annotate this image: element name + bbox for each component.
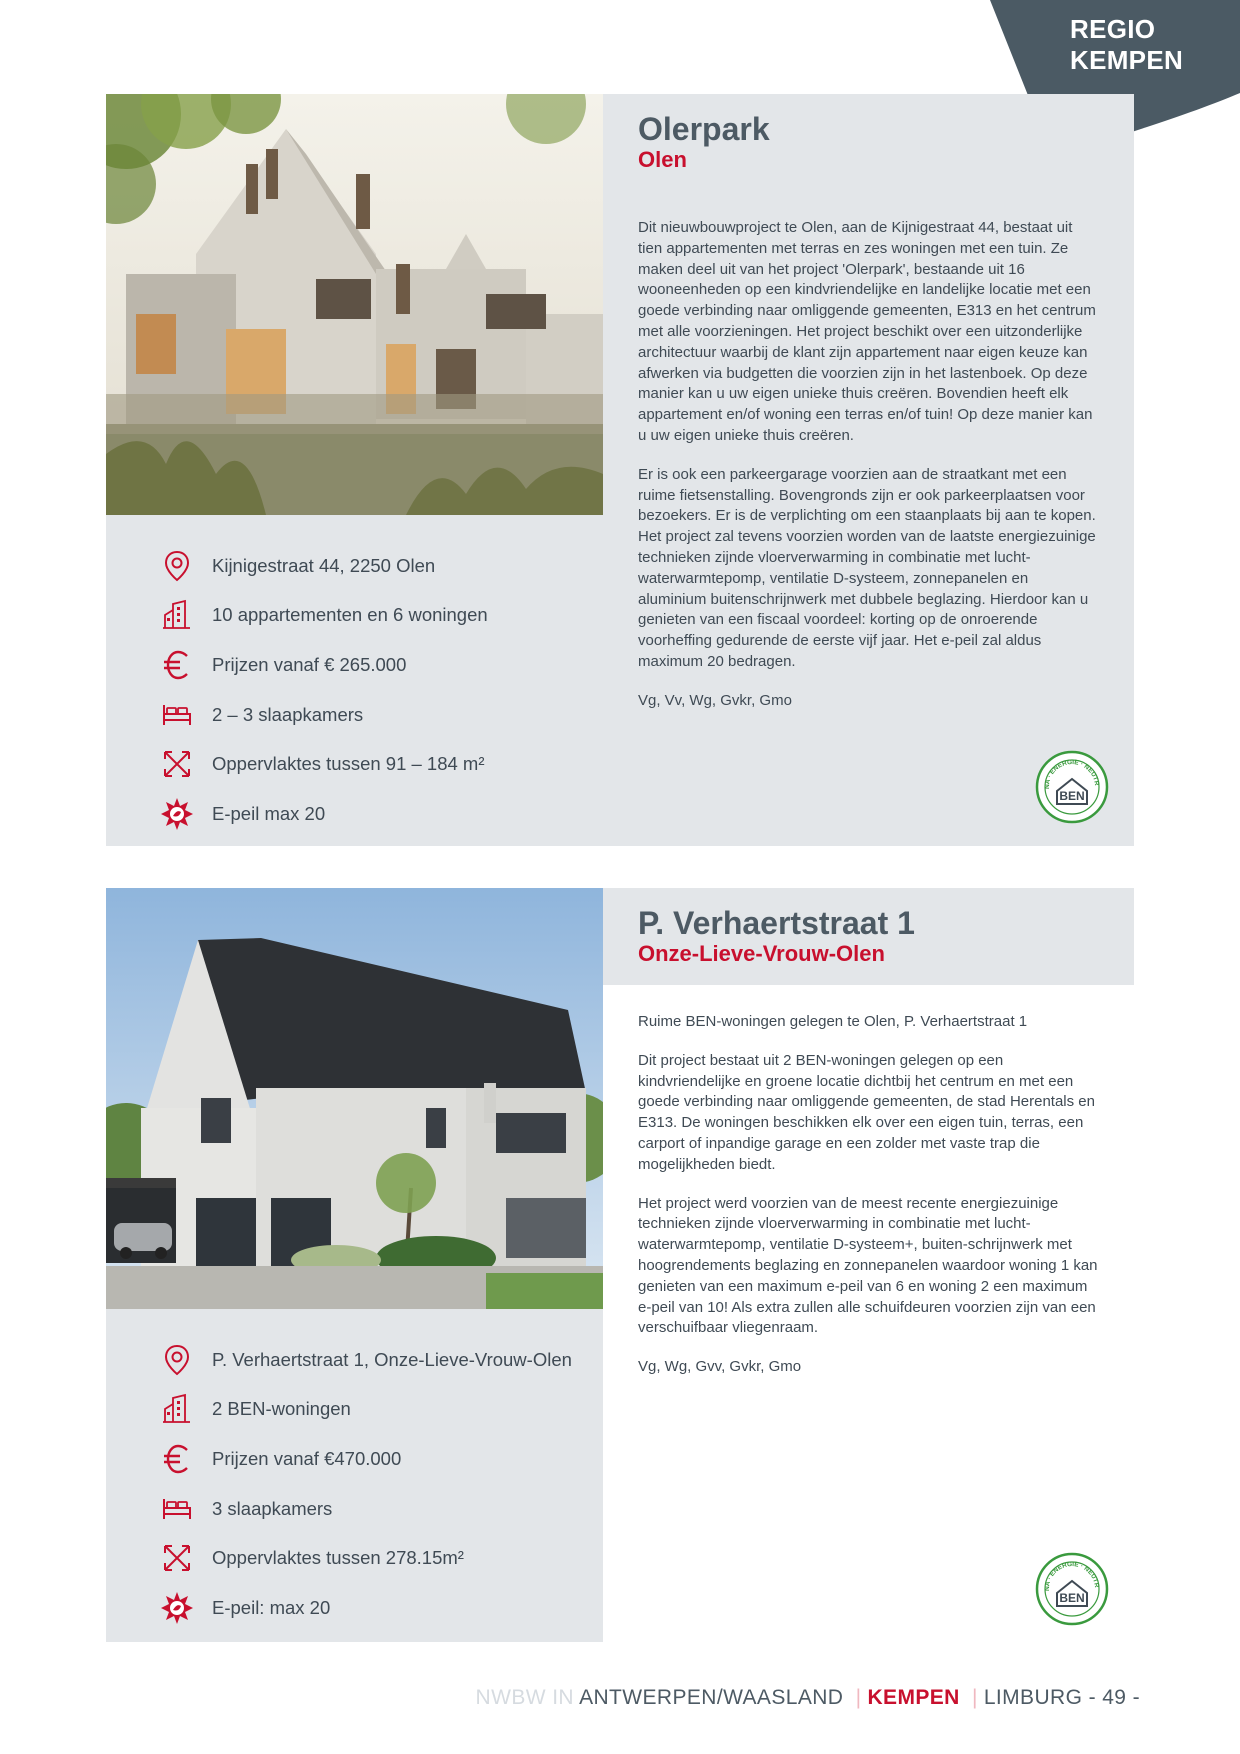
description-paragraph: Het project werd voorzien van de meest recente energiezuinige technieken zijnde vloerverwarming in combinatie met lucht-waterwarmtepomp, ventilatie D-systeem+, buiten-schrijnwerk met hoogrendements beglazing en zonnepanelen waardoor woning 1 kan genieten van een maximum e-peil van 6 en woning 2 een maximum e-peil van 10! Als extra zullen alle schuifdeuren voorzien zijn van een verschuifbaar vliegenraam.: [638, 1194, 1098, 1337]
project-card-verhaertstraat: [106, 888, 1134, 1642]
fact-price: [160, 1434, 603, 1484]
project-description: [638, 1012, 1100, 1396]
ben-badge-icon: [1035, 750, 1109, 824]
euro-icon: [160, 648, 194, 682]
svg-text:BIJNA · ENERGIE · NEUTRAAL: NA · ENERGIE · NEUTR: [1043, 758, 1101, 790]
project-facts-panel: [106, 1309, 603, 1642]
project-info-panel: [603, 94, 1134, 846]
fact-bedrooms: [160, 690, 603, 740]
fact-epeil: [160, 1583, 603, 1633]
bed-icon: [160, 1492, 194, 1526]
bed-icon: [160, 698, 194, 732]
ben-badge-icon: [1035, 1552, 1109, 1626]
fact-text: Kijnigestraat 44, 2250 Olen: [212, 554, 436, 576]
fact-text: 2 BEN-woningen: [212, 1398, 351, 1420]
fact-bedrooms: [160, 1484, 603, 1534]
project-photo: [106, 94, 603, 515]
project-title: P. Verhaertstraat 1: [638, 905, 915, 941]
project-card-olerpark: [106, 94, 1134, 846]
energy-sun-icon: [160, 1591, 194, 1625]
legal-codes: Vg, Vv, Wg, Gvkr, Gmo: [638, 691, 792, 709]
fact-text: 3 slaapkamers: [212, 1497, 333, 1519]
fact-text: E-peil max 20: [212, 802, 326, 824]
fact-text: Oppervlaktes tussen 91 – 184 m²: [212, 753, 485, 775]
footer-region-kempen: KEMPEN: [867, 1686, 960, 1709]
fact-epeil: [160, 789, 603, 839]
fact-price: [160, 640, 603, 690]
fact-text: Oppervlaktes tussen 278.15m²: [212, 1547, 464, 1569]
fact-address: [160, 541, 603, 591]
description-paragraph: Er is ook een parkeergarage voorzien aan de straatkant met een ruime fietsenstalling. Bovengronds zijn er ook parkeerplaatsen voor bezoekers. Er is de verplichting om een staanplaats bij aan te kopen. Het project zal tevens voorzien worden van de laatste energiezuinige technieken zijnde vloerverwarming in combinatie met lucht-waterwarmtepomp, ventilatie D-systeem, zonnepanelen en aluminium buitenschrijnwerk met dubbele beglazing. Hierdoor kan u genieten van een fiscaal voordeel: korting op de onroerende voorheffing gedurende de eerste vijf jaar. Het e-peil zal aldus maximum 20 bedragen.: [638, 465, 1096, 670]
project-facts-panel: [106, 515, 603, 846]
legal-codes: Vg, Wg, Gvv, Gvkr, Gmo: [638, 1358, 802, 1376]
fact-surface: [160, 739, 603, 789]
project-location: Olen: [638, 147, 687, 172]
footer-region-antwerpen: ANTWERPEN/WAASLAND: [579, 1686, 844, 1709]
building-icon: [160, 1392, 194, 1426]
description-paragraph: Ruime BEN-woningen gelegen te Olen, P. Verhaertstraat 1: [638, 1013, 1028, 1030]
svg-text:BEN: BEN: [1059, 1591, 1085, 1605]
map-pin-icon: [160, 549, 194, 583]
project-info-panel: [603, 888, 1134, 1642]
map-pin-icon: [160, 1343, 194, 1377]
fact-text: Prijzen vanaf €470.000: [212, 1447, 402, 1469]
footer-separator: |: [855, 1686, 862, 1709]
fact-text: P. Verhaertstraat 1, Onze-Lieve-Vrouw-Olen: [212, 1348, 572, 1370]
fact-units: [160, 1385, 603, 1435]
footer-prefix: NWBW IN: [475, 1686, 574, 1709]
region-label-line1: REGIO: [1070, 14, 1156, 44]
fact-text: E-peil: max 20: [212, 1596, 331, 1618]
building-icon: [160, 598, 194, 632]
energy-sun-icon: [160, 797, 194, 831]
project-photo: [106, 888, 603, 1309]
description-paragraph: Dit project bestaat uit 2 BEN-woningen gelegen op een kindvriendelijke en groene locatie dichtbij het centrum en met een goede verbinding naar omliggende gemeenten, de stad Herentals en E313. De woningen beschikken elk over een eigen tuin, terras, een carport of inpandige garage en een zolder met vaste trap die mogelijkheden biedt.: [638, 1051, 1095, 1173]
project-title: Olerpark: [638, 111, 770, 147]
page-footer: [476, 1686, 1140, 1710]
region-label: [1070, 14, 1183, 76]
project-description: [638, 218, 1100, 730]
fact-surface: [160, 1533, 603, 1583]
expand-arrows-icon: [160, 747, 194, 781]
description-paragraph: Dit nieuwbouwproject te Olen, aan de Kijnigestraat 44, bestaat uit tien appartementen met terras en zes woningen met een tuin. Ze maken deel uit van het project 'Olerpark', bestaande uit 16 wooneenheden op een kindvriendelijke en landelijke locatie met een goede verbinding naar omliggende gemeenten, E313 en het centrum met alle voorzieningen. Het project beschikt over een uitzonderlijke architectuur waarbij de klant zijn appartement naar eigen keuze kan afwerken via budgetten die voorzien zijn in het lastenboek. Op deze manier kan u uw eigen unieke thuis creëren. Bovendien heeft elk appartement en/of woning een terras en/of tuin! Op deze manier kan u uw eigen unieke thuis creëren.: [638, 219, 1096, 444]
expand-arrows-icon: [160, 1541, 194, 1575]
region-label-line2: KEMPEN: [1070, 45, 1184, 75]
fact-text: Prijzen vanaf € 265.000: [212, 653, 407, 675]
fact-units: [160, 591, 603, 641]
fact-text: 10 appartementen en 6 woningen: [212, 604, 488, 626]
footer-region-limburg: LIMBURG: [983, 1686, 1083, 1709]
euro-icon: [160, 1442, 194, 1476]
svg-text:BEN: BEN: [1059, 789, 1085, 803]
fact-address: [160, 1335, 603, 1385]
fact-text: 2 – 3 slaapkamers: [212, 703, 364, 725]
svg-text:BIJNA · ENERGIE · NEUTRAAL: NA · ENERGIE · NEUTR: [1043, 1560, 1101, 1592]
page-number: - 49 -: [1088, 1686, 1140, 1709]
project-location: Onze-Lieve-Vrouw-Olen: [638, 941, 885, 966]
footer-separator: |: [971, 1686, 978, 1709]
